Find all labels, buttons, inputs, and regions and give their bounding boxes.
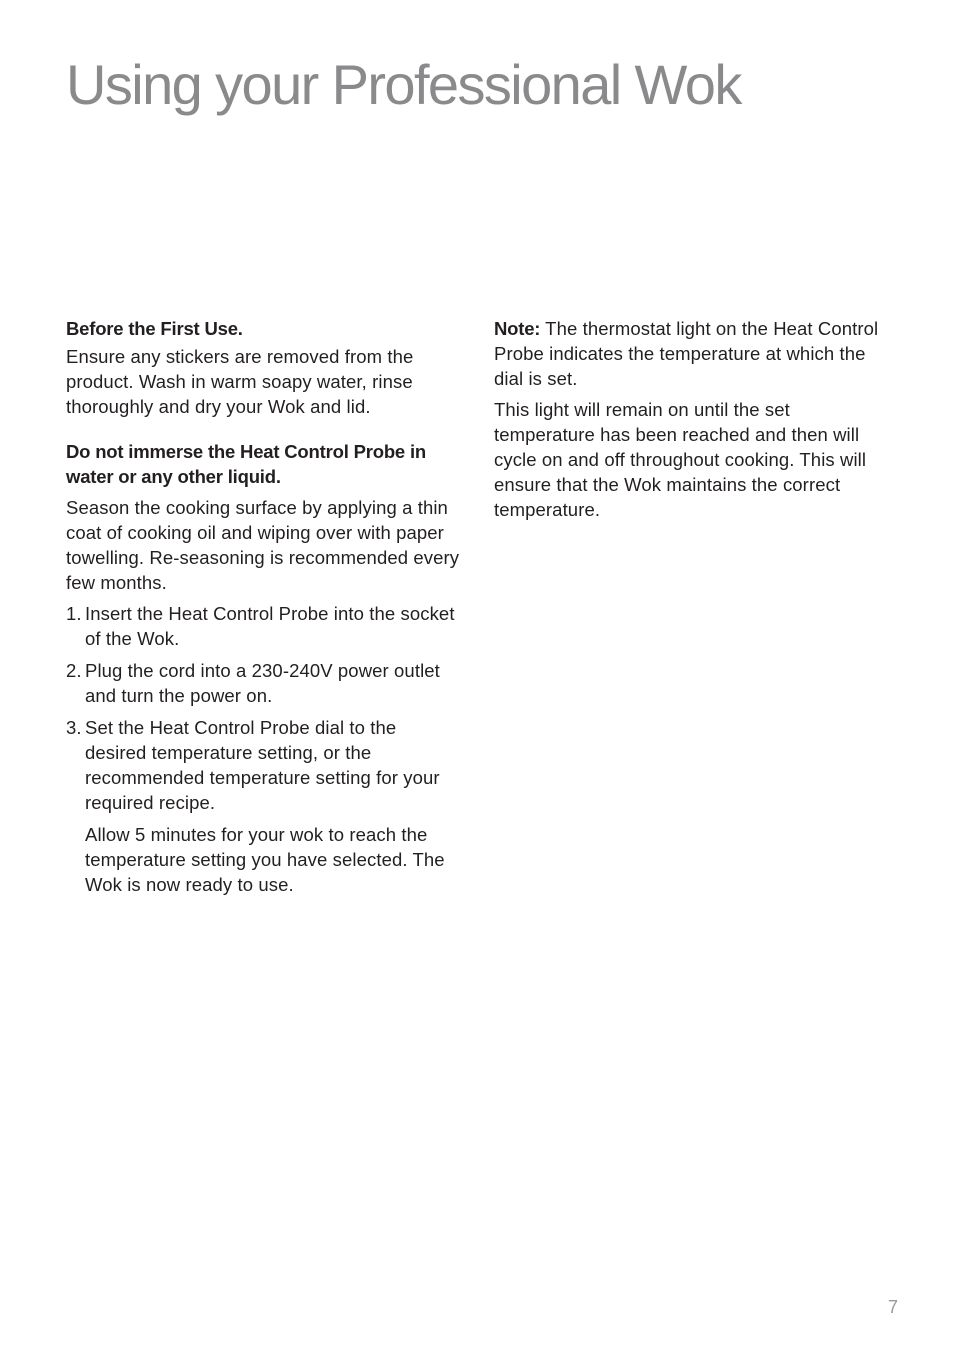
warning-heading: Do not immerse the Heat Control Probe in water or any other liquid. [66, 441, 426, 487]
step-number: 2. [66, 660, 82, 681]
list-item [66, 658, 460, 708]
left-column [66, 316, 460, 897]
before-first-use-text: Ensure any stickers are removed from the product. Wash in warm soapy water, rinse thoroughly and dry your Wok and lid. [66, 346, 414, 417]
step-number: 1. [66, 603, 82, 624]
note-text: The thermostat light on the Heat Control Probe indicates the temperature at which the dial is set. [494, 318, 879, 389]
note-label: Note: [494, 318, 541, 339]
list-item [66, 601, 460, 651]
step-text: Plug the cord into a 230-240V power outlet and turn the power on. [85, 660, 440, 706]
step-number: 3. [66, 717, 82, 738]
light-text: This light will remain on until the set temperature has been reached and then will cycle on and off throughout cooking. This will ensure that the Wok maintains the correct temperature. [494, 399, 867, 520]
right-column [494, 316, 894, 522]
page-title: Using your Professional Wok [66, 53, 741, 116]
season-text: Season the cooking surface by applying a thin coat of cooking oil and wiping over with paper towelling. Re-seasoning is recommended every few months. [66, 497, 460, 593]
note-paragraph [494, 316, 894, 391]
before-first-use-heading: Before the First Use. [66, 318, 243, 339]
step-text: Insert the Heat Control Probe into the socket of the Wok. [85, 603, 455, 649]
page-number: 7 [887, 1297, 898, 1317]
allow-text: Allow 5 minutes for your wok to reach the temperature setting you have selected. The Wok is now ready to use. [85, 824, 445, 895]
step-text: Set the Heat Control Probe dial to the desired temperature setting, or the recommended temperature setting for your required recipe. [85, 717, 440, 813]
list-item [66, 715, 460, 815]
steps-list [66, 601, 460, 815]
